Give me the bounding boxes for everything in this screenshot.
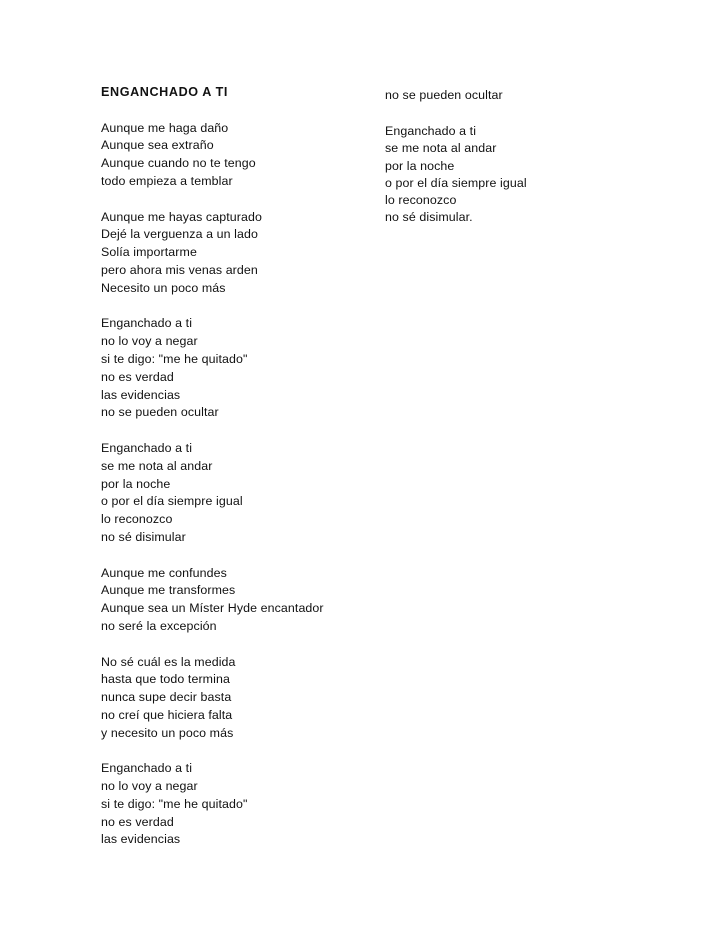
lyric-line: No sé cuál es la medida xyxy=(101,654,236,669)
stanza-3 xyxy=(101,315,361,422)
lyric-line: lo reconozco xyxy=(385,193,457,208)
lyric-line: se me nota al andar xyxy=(385,141,497,156)
lyric-line-continued: no se pueden ocultar xyxy=(385,88,503,102)
lyric-line: las evidencias xyxy=(101,387,181,402)
lyric-line: se me nota al andar xyxy=(101,458,213,473)
lyric-line: no sé disimular xyxy=(101,529,186,544)
lyric-line: no se pueden ocultar xyxy=(101,405,219,420)
lyric-line: todo empieza a temblar xyxy=(101,173,233,188)
lyric-line: si te digo: "me he quitado" xyxy=(101,796,248,811)
lyric-line: no creí que hiciera falta xyxy=(101,707,233,722)
stanza-2 xyxy=(101,209,361,298)
lyric-line: Enganchado a ti xyxy=(385,124,477,138)
lyric-line: las evidencias xyxy=(101,832,181,847)
lyric-line: lo reconozco xyxy=(101,512,173,527)
lyric-line: Enganchado a ti xyxy=(101,761,193,776)
stanza-5 xyxy=(101,565,361,636)
lyric-line: no sé disimular. xyxy=(385,210,473,225)
lyric-line: no lo voy a negar xyxy=(101,779,198,794)
lyric-line: o por el día siempre igual xyxy=(385,175,527,190)
lyric-line: Necesito un poco más xyxy=(101,280,226,295)
song-title: ENGANCHADO A TI xyxy=(101,85,229,99)
lyric-line: Enganchado a ti xyxy=(101,316,193,331)
stanza-1 xyxy=(101,120,361,191)
lyric-line: por la noche xyxy=(385,158,455,173)
left-column xyxy=(101,84,361,867)
lyric-line: no seré la excepción xyxy=(101,618,217,633)
stanza-4 xyxy=(101,440,361,547)
lyric-line: o por el día siempre igual xyxy=(101,494,243,509)
stanza-6 xyxy=(101,654,361,743)
lyric-line: hasta que todo termina xyxy=(101,672,230,687)
lyric-line: nunca supe decir basta xyxy=(101,690,232,705)
lyric-line: Aunque sea extraño xyxy=(101,138,214,153)
lyric-line: Aunque me transformes xyxy=(101,583,236,598)
lyric-line: Aunque sea un Míster Hyde encantador xyxy=(101,601,324,616)
lyric-line: pero ahora mis venas arden xyxy=(101,262,258,277)
stanza-8 xyxy=(385,123,625,227)
lyric-line: Dejé la verguenza a un lado xyxy=(101,227,259,242)
lyric-line: Aunque me haga daño xyxy=(101,120,229,135)
lyric-line: no es verdad xyxy=(101,814,174,829)
lyric-line: Solía importarme xyxy=(101,245,197,260)
lyric-line: y necesito un poco más xyxy=(101,725,234,740)
right-column xyxy=(385,84,625,244)
stanza-7 xyxy=(101,760,361,849)
lyric-line: Aunque me confundes xyxy=(101,565,227,580)
lyric-line: por la noche xyxy=(101,476,171,491)
lyric-line: no es verdad xyxy=(101,369,174,384)
lyric-line: no lo voy a negar xyxy=(101,334,198,349)
lyric-line: Aunque cuando no te tengo xyxy=(101,156,256,171)
lyric-line: Aunque me hayas capturado xyxy=(101,209,262,224)
lyric-line: Enganchado a ti xyxy=(101,440,193,455)
lyric-line: si te digo: "me he quitado" xyxy=(101,351,248,366)
